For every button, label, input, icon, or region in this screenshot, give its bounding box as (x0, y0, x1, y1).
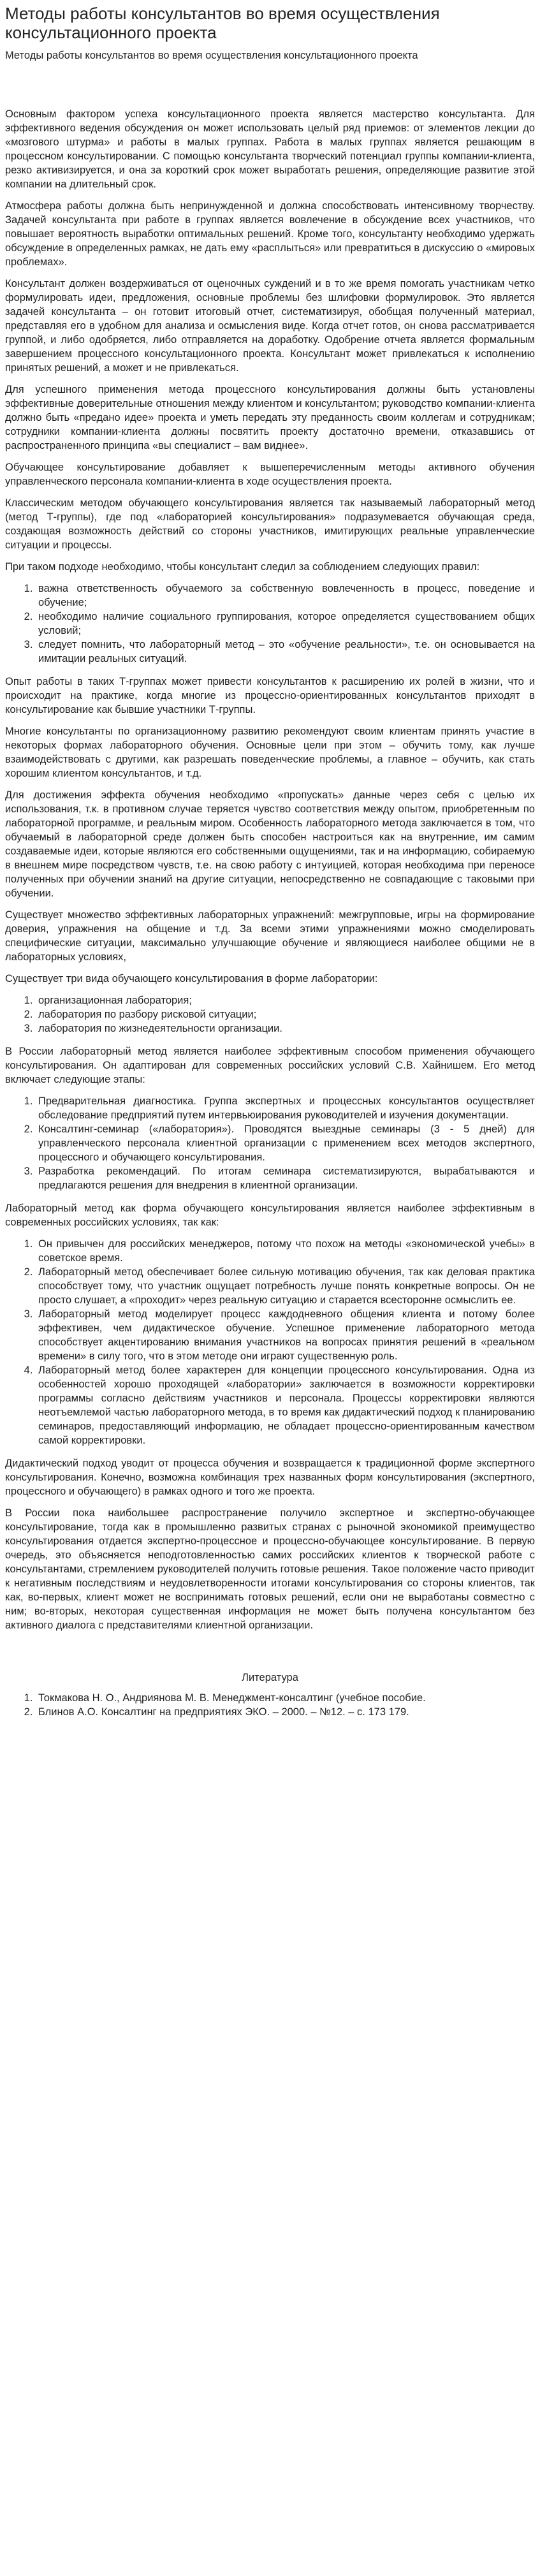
list-item: 1. Он привычен для российских менеджеров, потому что похож на методы «экономической учебы» в советское время. (36, 1237, 535, 1265)
paragraph: Многие консультанты по организационному развитию рекомендуют своим клиентам принять участие в некоторых формах лабораторного обучения. Основные цели при этом – обучить тому, как лучше взаимодействовать с другими, как разрешать поведенческие проблемы, а главное – обучить, как стать хорошим клиентом консультантов, и т.д. (5, 726, 535, 779)
paragraph: При таком подходе необходимо, чтобы консультант следил за соблюдением следующих правил: (5, 561, 480, 573)
paragraph: Для достижения эффекта обучения необходимо «пропускать» данные через себя с целью их использования, т.к. в противном случае теряется чувство соответствия между опытом, приобретенным по лабораторной программе, и реальным миром. Особенность лабораторного метода заключается в том, что обучаемый в лабораторной среде должен быть способен настроиться как на внутренние, им самим создаваемые идеи, которые являются его собственными ощущениями, так и на информацию, собираемую в внешнем мире посредством чувств, т.е. на свою работу с интуицией, которая необходима при переносе полученных при обучении знаний на другие ситуации, непосредственно не совпадающие с таковыми при обучении. (5, 789, 535, 899)
paragraph: Для успешного применения метода процессного консультирования должны быть установлены эффективные доверительные отношения между клиентом и консультантом; руководство компании-клиента должно быть «предано идее» проекта и уметь передать эту преданность своим коллегам и сотрудникам; сотрудники компании-клиента должны посвятить проекту достаточно времени, отказавшись от распространенного принципа «вы специалист – вам виднее». (5, 384, 535, 451)
numbered-list (5, 1094, 535, 1192)
list-item: 2. Лабораторный метод обеспечивает более сильную мотивацию обучения, так как деловая практика способствует тому, что участник ощущает потребность лучше понять конкретные вопросы. Он не просто слушает, а «проходит» через реальную ситуацию и старается всесторонне осмыслить ее. (36, 1265, 535, 1307)
article-body (5, 107, 535, 1632)
list-item: 4. Лабораторный метод более характерен для концепции процессного консультирования. Одна из особенностей хорошо проходящей «лаборатории» заключается в возможности корректировки программы согласно действиям участников и персонала. Процессы корректировки являются неотъемлемой частью лабораторного метода, в то время как дидактический подход к планированию семинаров, предоставляющий информацию, не обладает процессно-ориентированным качеством самой корректировки. (36, 1363, 535, 1447)
paragraph: Консультант должен воздерживаться от оценочных суждений и в то же время помогать участникам четко формулировать идеи, предложения, основные проблемы без шлифовки формулировок. Это является задачей консультанта – он готовит итоговый отчет, систематизируя, обобщая полученный материал, представляя его в удобном для анализа и осмысления виде. Когда отчет готов, он снова рассматривается группой, и либо одобряется, либо отправляется на доработку. Одобрение отчета является формальным завершением процессного консультационного проекта. Консультант может привлекаться к исполнению принятых решений, а может и не привлекаться. (5, 278, 535, 374)
paragraph: Существует множество эффективных лабораторных упражнений: межгрупповые, игры на формирование доверия, упражнения на общение и т.д. За всеми этими упражнениями можно смоделировать специфические ситуации, максимально улучшающие обучение и являющиеся наиболее общими не в лабораторных условиях, (5, 909, 535, 963)
spacer (5, 62, 535, 107)
paragraph: Обучающее консультирование добавляет к вышеперечисленным методы активного обучения управленческого персонала компании-клиента в ходе осуществления проекта. (5, 462, 535, 487)
numbered-list (5, 582, 535, 666)
list-item: 1. Предварительная диагностика. Группа экспертных и процессных консультантов осуществляет обследование предприятий путем интервьюирования руководителей и изучения документации. (36, 1094, 535, 1122)
list-item: 3. лаборатория по жизнедеятельности организации. (36, 1021, 535, 1036)
literature-section (5, 1671, 535, 1719)
paragraph: Лабораторный метод как форма обучающего консультирования является наиболее эффективным в современных российских условиях, так как: (5, 1203, 535, 1228)
literature-item: 2. Блинов А.О. Консалтинг на предприятиях ЭКО. – 2000. – №12. – с. 173 179. (36, 1705, 535, 1719)
literature-title: Литература (242, 1672, 298, 1683)
list-item: 2. необходимо наличие социального группирования, которое определяется существованием общих условий; (36, 610, 535, 638)
lead-paragraph: Методы работы консультантов во время осуществления консультационного проекта (5, 50, 418, 61)
numbered-list (5, 1237, 535, 1447)
page-title: Методы работы консультантов во время осуществления консультационного проекта (5, 4, 440, 42)
numbered-list (5, 993, 535, 1036)
paragraph: Основным фактором успеха консультационного проекта является мастерство консультанта. Для эффективного ведения обсуждения он может использовать целый ряд приемов: от элементов лекции до «мозгового штурма» и работы в малых группах. Работа в малых группах является решающим в процессном консультировании. С помощью консультанта творческий потенциал группы компании-клиента, резко активизируется, и она за короткий срок может выработать решения, определяющие развитие этой компании на длительный срок. (5, 108, 535, 190)
list-item: 2. лаборатория по разбору рисковой ситуации; (36, 1007, 535, 1021)
list-item: 3. Лабораторный метод моделирует процесс каждодневного общения клиента и потому более эффективен, чем дидактическое обучение. Успешное применение лабораторного метода способствует акцентированию внимания участников на вопросах принятия решений в «реальном времени» в силу того, что в этом методе они играют существенную роль. (36, 1307, 535, 1363)
paragraph: В России пока наибольшее распространение получило экспертное и экспертно-обучающее консультирование, тогда как в промышленно развитых странах с рыночной экономикой преимущество консультирования отдается экспертно-процессное и процессно-обучающее консультирование. В первую очередь, это объясняется неподготовленностью самих российских клиентов к творческой работе с консультантами, стремлением руководителей получить готовые решения. Такое положение часто приводит к негативным последствиям и неудовлетворенности итогами консультирования со стороны клиентов, так как, во-первых, клиент может не воспринимать готовых решений, если они не выработаны совместно с ним; во-вторых, некоторая существенная информация не может быть получена консультантом без активного диалога с представителями клиентной организации. (5, 1507, 535, 1631)
literature-list (5, 1691, 535, 1719)
paragraph: В России лабораторный метод является наиболее эффективным способом применения обучающего консультирования. Он адаптирован для современных российских условий С.В. Хайнишем. Его метод включает следующие этапы: (5, 1046, 535, 1085)
list-item: 2. Консалтинг-семинар («лаборатория»). Проводятся выездные семинары (3 - 5 дней) для управленческого персонала клиентной организации с применением всех методов экспертного, процессного и обучающего консультирования. (36, 1122, 535, 1164)
paragraph: Атмосфера работы должна быть непринужденной и должна способствовать интенсивному творчеству. Задачей консультанта при работе в группах является вовлечение в обсуждение всех участников, что повышает вероятность выработки оптимальных решений. Кроме того, консультанту необходимо удержать обсуждение в определенных рамках, не дать ему «расплыться» или превратиться в дискуссию о «мировых проблемах». (5, 200, 535, 268)
list-item: 1. важна ответственность обучаемого за собственную вовлеченность в процесс, поведение и обучение; (36, 582, 535, 610)
paragraph: Существует три вида обучающего консультирования в форме лаборатории: (5, 973, 378, 984)
paragraph: Опыт работы в таких Т-группах может привести консультантов к расширению их ролей в жизни, что и происходит на практике, когда многие из процессно-ориентированных консультантов приходят в консультирование как бывшие участники Т-группы. (5, 676, 535, 715)
list-item: 1. организационная лаборатория; (36, 993, 535, 1007)
literature-item: 1. Токмакова Н. О., Андриянова М. В. Менеджмент-консалтинг (учебное пособие. (36, 1691, 535, 1705)
list-item: 3. следует помнить, что лабораторный метод – это «обучение реальности», т.е. он основывается на имитации реальных ситуаций. (36, 638, 535, 666)
paragraph: Дидактический подход уводит от процесса обучения и возвращается к традиционной форме экспертного консультирования. Конечно, возможна комбинация трех названных форм консультирования (экспертного, процессного и обучающего) в рамках одного и того же проекта. (5, 1458, 535, 1497)
paragraph: Классическим методом обучающего консультирования является так называемый лабораторный метод (метод Т-группы), где под «лабораторией консультирования» подразумевается обучающая среда, создающая возможность действий со стороны участников, имитирующих реальные управленческие ситуации и процессы. (5, 497, 535, 551)
list-item: 3. Разработка рекомендаций. По итогам семинара систематизируются, вырабатываются и предлагаются решения для внедрения в клиентной организации. (36, 1164, 535, 1192)
